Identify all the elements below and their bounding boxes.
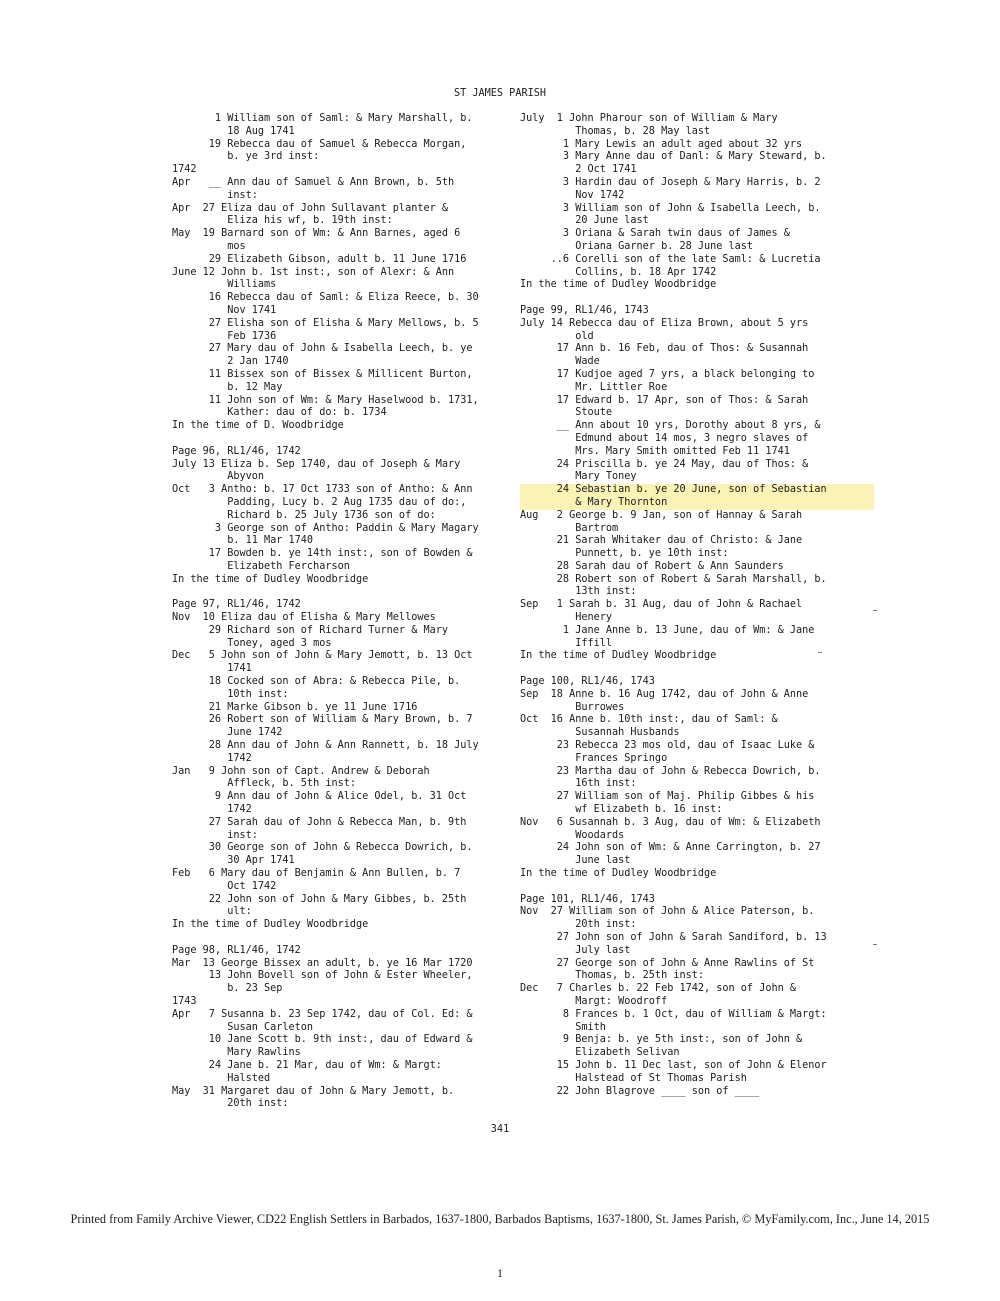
record-line: 2 Oct 1741 bbox=[520, 164, 637, 176]
record-line: Mar 13 George Bissex an adult, b. ye 16 Mar 1720 bbox=[172, 957, 473, 969]
record-line: Feb 1736 bbox=[172, 330, 277, 342]
record-line: b. 11 Mar 1740 bbox=[172, 535, 314, 547]
record-line: 3 Hardin dau of Joseph & Mary Harris, b. 2 bbox=[520, 176, 821, 188]
record-line: 16 Rebecca dau of Saml: & Eliza Reece, b. 30 bbox=[172, 292, 479, 304]
record-line: Sep 18 Anne b. 16 Aug 1742, dau of John & Anne bbox=[520, 688, 809, 700]
record-line bbox=[520, 663, 874, 676]
record-line: Page 96, RL1/46, 1742 bbox=[172, 445, 301, 457]
record-line: ..6 Corelli son of the late Saml: & Lucretia bbox=[520, 253, 821, 265]
record-line: 1742 bbox=[172, 752, 252, 764]
record-line: 3 Mary Anne dau of Danl: & Mary Steward, b. bbox=[520, 151, 827, 163]
record-line: 27 Mary dau of John & Isabella Leech, b. ye bbox=[172, 343, 473, 355]
record-line: Susannah Husbands bbox=[520, 727, 680, 739]
record-line bbox=[172, 586, 479, 599]
record-line: 28 Ann dau of John & Ann Rannett, b. 18 July bbox=[172, 740, 479, 752]
record-line: Halstead of St Thomas Parish bbox=[520, 1072, 747, 1084]
record-line: Halsted bbox=[172, 1072, 271, 1084]
record-line: 27 William son of Maj. Philip Gibbes & his bbox=[520, 791, 815, 803]
record-line bbox=[520, 292, 874, 305]
record-line: 29 Richard son of Richard Turner & Mary bbox=[172, 624, 449, 636]
record-line: 27 George son of John & Anne Rawlins of St bbox=[520, 957, 815, 969]
record-line: Burrowes bbox=[520, 701, 625, 713]
record-line: Elizabeth Selivan bbox=[520, 1047, 680, 1059]
record-line: Apr 7 Susanna b. 23 Sep 1742, dau of Col. Ed: & bbox=[172, 1008, 473, 1020]
record-line: Apr __ Ann dau of Samuel & Ann Brown, b. 5th bbox=[172, 176, 455, 188]
record-line: Iffill bbox=[520, 637, 613, 649]
record-line: inst: bbox=[172, 189, 258, 201]
record-line: In the time of Dudley Woodbridge bbox=[520, 650, 717, 662]
record-line: Toney, aged 3 mos bbox=[172, 637, 332, 649]
record-line: In the time of D. Woodbridge bbox=[172, 420, 344, 432]
record-line: & Mary Thornton bbox=[520, 497, 874, 510]
record-line: 17 Edward b. 17 Apr, son of Thos: & Sarah bbox=[520, 394, 809, 406]
record-line: Page 101, RL1/46, 1743 bbox=[520, 893, 655, 905]
record-line: 29 Elizabeth Gibson, adult b. 11 June 1716 bbox=[172, 253, 467, 265]
record-line: 11 Bissex son of Bissex & Millicent Burton, bbox=[172, 368, 473, 380]
record-line: Jan 9 John son of Capt. Andrew & Deborah bbox=[172, 765, 430, 777]
record-line: Mary Toney bbox=[520, 471, 637, 483]
record-line: 27 Sarah dau of John & Rebecca Man, b. 9th bbox=[172, 816, 467, 828]
record-line: Oriana Garner b. 28 June last bbox=[520, 240, 754, 252]
record-line: In the time of Dudley Woodbridge bbox=[520, 279, 717, 291]
record-line: Susan Carleton bbox=[172, 1021, 314, 1033]
record-line: 28 Sarah dau of Robert & Ann Saunders bbox=[520, 560, 784, 572]
left-column bbox=[172, 113, 479, 1111]
record-line: wf Elizabeth b. 16 inst: bbox=[520, 804, 723, 816]
record-line: Page 100, RL1/46, 1743 bbox=[520, 676, 655, 688]
record-line: Aug 2 George b. 9 Jan, son of Hannay & Sarah bbox=[520, 509, 803, 521]
record-line: 3 Oriana & Sarah twin daus of James & bbox=[520, 228, 790, 240]
record-line: 27 John son of John & Sarah Sandiford, b. 13 bbox=[520, 932, 827, 943]
record-line: 20th inst: bbox=[520, 919, 637, 931]
sheet-number: 1 bbox=[497, 1266, 503, 1280]
record-line: July 14 Rebecca dau of Eliza Brown, about 5 yrs bbox=[520, 317, 809, 329]
record-line: 3 George son of Antho: Paddin & Mary Magary bbox=[172, 522, 479, 534]
record-line: Smith bbox=[520, 1021, 606, 1033]
record-line: Abyvon bbox=[172, 471, 265, 483]
record-line: Nov 6 Susannah b. 3 Aug, dau of Wm: & Elizabeth bbox=[520, 816, 821, 828]
record-line: 1741 bbox=[172, 663, 252, 675]
record-line: old bbox=[520, 330, 594, 342]
record-line: 20 June last bbox=[520, 215, 649, 227]
record-line: Page 99, RL1/46, 1743 bbox=[520, 304, 649, 316]
record-line: Williams bbox=[172, 279, 277, 291]
record-line: Bartrom bbox=[520, 522, 619, 534]
record-line: Mary Rawlins bbox=[172, 1047, 301, 1059]
record-line: July 1 John Pharour son of William & Mary bbox=[520, 113, 778, 124]
record-line: Thomas, b. 28 May last bbox=[520, 125, 711, 137]
record-line: July last bbox=[520, 944, 631, 956]
record-line: 3 William son of John & Isabella Leech, b. bbox=[520, 202, 821, 214]
record-line: mos bbox=[172, 240, 246, 252]
record-line: Woodards bbox=[520, 829, 625, 841]
record-line: Oct 1742 bbox=[172, 880, 277, 892]
record-line: Wade bbox=[520, 356, 600, 368]
record-line: 10 Jane Scott b. 9th inst:, dau of Edward & bbox=[172, 1034, 473, 1046]
record-line: Nov 10 Eliza dau of Elisha & Mary Mellowes bbox=[172, 612, 436, 624]
record-line: Henery bbox=[520, 612, 613, 624]
record-line: 17 Ann b. 16 Feb, dau of Thos: & Susannah bbox=[520, 343, 809, 355]
record-line: Mr. Littler Roe bbox=[520, 381, 668, 393]
record-line: 1743 bbox=[172, 995, 197, 1007]
record-line: 1742 bbox=[172, 804, 252, 816]
record-line: Nov 27 William son of John & Alice Paterson, b. bbox=[520, 906, 815, 918]
record-line: 10th inst: bbox=[172, 688, 289, 700]
record-line: Edmund about 14 mos, 3 negro slaves of bbox=[520, 432, 809, 444]
record-line: 13 John Bovell son of John & Ester Wheeler, bbox=[172, 970, 473, 982]
record-line: Page 97, RL1/46, 1742 bbox=[172, 599, 301, 611]
record-line: In the time of Dudley Woodbridge bbox=[172, 573, 369, 585]
record-line: May 19 Barnard son of Wm: & Ann Barnes, aged 6 bbox=[172, 228, 461, 240]
scan-mark bbox=[873, 944, 877, 945]
record-line: 16th inst: bbox=[520, 778, 637, 790]
record-line: 28 Robert son of Robert & Sarah Marshall, b. bbox=[520, 573, 827, 585]
record-line: Oct 16 Anne b. 10th inst:, dau of Saml: & bbox=[520, 714, 778, 726]
record-line: 30 Apr 1741 bbox=[172, 855, 295, 867]
record-line: b. 12 May bbox=[172, 381, 283, 393]
record-line: Thomas, b. 25th inst: bbox=[520, 970, 705, 982]
record-line: Frances Springo bbox=[520, 752, 668, 764]
record-line: Elizabeth Fercharson bbox=[172, 560, 350, 572]
print-footer: Printed from Family Archive Viewer, CD22 English Settlers in Barbados, 1637-1800, Barbados Baptisms, 1637-1800, St. James Parish, © MyFamily.com, Inc., June 14, 2015 bbox=[70, 1212, 930, 1226]
record-line: In the time of Dudley Woodbridge bbox=[172, 919, 369, 931]
record-line: 1 Jane Anne b. 13 June, dau of Wm: & Jane bbox=[520, 624, 815, 636]
record-line: 18 Cocked son of Abra: & Rebecca Pile, b. bbox=[172, 676, 461, 688]
record-line: ult: bbox=[172, 906, 252, 918]
record-line: Richard b. 25 July 1736 son of do: bbox=[172, 509, 436, 521]
record-line: 23 Martha dau of John & Rebecca Dowrich, b. bbox=[520, 765, 821, 777]
record-line: June 1742 bbox=[172, 727, 283, 739]
right-column bbox=[520, 113, 874, 1098]
record-line: 21 Marke Gibson b. ye 11 June 1716 bbox=[172, 701, 418, 713]
record-line: 17 Kudjoe aged 7 yrs, a black belonging to bbox=[520, 368, 815, 380]
record-line: July 13 Eliza b. Sep 1740, dau of Joseph & Mary bbox=[172, 458, 461, 470]
record-line: Stoute bbox=[520, 407, 613, 419]
scan-mark bbox=[873, 610, 877, 611]
record-line: b. ye 3rd inst: bbox=[172, 151, 320, 163]
record-line: 21 Sarah Whitaker dau of Christo: & Jane bbox=[520, 535, 803, 547]
record-line: 13th inst: bbox=[520, 586, 637, 598]
record-line: 27 Elisha son of Elisha & Mary Mellows, b. 5 bbox=[172, 317, 479, 329]
record-line: Nov 1741 bbox=[172, 304, 277, 316]
record-line: 30 George son of John & Rebecca Dowrich, b. bbox=[172, 842, 473, 854]
record-line: 2 Jan 1740 bbox=[172, 356, 289, 368]
record-line: 9 Benja: b. ye 5th inst:, son of John & bbox=[520, 1034, 803, 1046]
record-line: Margt: Woodroff bbox=[520, 995, 668, 1007]
record-line: Affleck, b. 5th inst: bbox=[172, 778, 357, 790]
record-line: 23 Rebecca 23 mos old, dau of Isaac Luke & bbox=[520, 740, 815, 752]
record-line: Nov 1742 bbox=[520, 189, 625, 201]
record-line: 1 Mary Lewis an adult aged about 32 yrs bbox=[520, 138, 803, 150]
record-line: 24 Jane b. 21 Mar, dau of Wm: & Margt: bbox=[172, 1059, 442, 1071]
record-line: Sep 1 Sarah b. 31 Aug, dau of John & Rachael bbox=[520, 599, 803, 611]
record-line: Apr 27 Eliza dau of John Sullavant planter & bbox=[172, 202, 449, 214]
record-line: Oct 3 Antho: b. 17 Oct 1733 son of Antho: & Ann bbox=[172, 484, 473, 496]
record-line: 19 Rebecca dau of Samuel & Rebecca Morgan, bbox=[172, 138, 467, 150]
record-line: 1742 bbox=[172, 164, 197, 176]
record-line: Feb 6 Mary dau of Benjamin & Ann Bullen, b. 7 bbox=[172, 868, 461, 880]
record-line: __ Ann about 10 yrs, Dorothy about 8 yrs, & bbox=[520, 420, 821, 432]
record-line: Eliza his wf, b. 19th inst: bbox=[172, 215, 393, 227]
record-line: Kather: dau of do: b. 1734 bbox=[172, 407, 387, 419]
record-line: 20th inst: bbox=[172, 1098, 289, 1110]
record-line: May 31 Margaret dau of John & Mary Jemott, b. bbox=[172, 1085, 455, 1097]
record-line: 22 John Blagrove ____ son of ____ bbox=[520, 1085, 760, 1097]
record-line: Padding, Lucy b. 2 Aug 1735 dau of do:, bbox=[172, 496, 467, 508]
record-line: 18 Aug 1741 bbox=[172, 125, 295, 137]
record-line: Dec 5 John son of John & Mary Jemott, b. 13 Oct bbox=[172, 650, 473, 662]
record-line: Collins, b. 18 Apr 1742 bbox=[520, 266, 717, 278]
record-line: June last bbox=[520, 855, 631, 867]
record-line bbox=[520, 881, 874, 894]
record-line: Page 98, RL1/46, 1742 bbox=[172, 944, 301, 956]
record-line: Punnett, b. ye 10th inst: bbox=[520, 548, 729, 560]
record-line: In the time of Dudley Woodbridge bbox=[520, 868, 717, 880]
record-line: inst: bbox=[172, 829, 258, 841]
record-line: 9 Ann dau of John & Alice Odel, b. 31 Oct bbox=[172, 791, 467, 803]
page-number: 341 bbox=[490, 1124, 510, 1135]
scan-mark bbox=[818, 652, 822, 653]
page-title: ST JAMES PARISH bbox=[453, 88, 546, 99]
record-line: June 12 John b. 1st inst:, son of Alexr: & Ann bbox=[172, 266, 455, 278]
record-line bbox=[172, 433, 479, 446]
record-line: 24 Sebastian b. ye 20 June, son of Sebastian bbox=[520, 484, 874, 497]
record-line: 15 John b. 11 Dec last, son of John & Elenor bbox=[520, 1059, 827, 1071]
record-line: 11 John son of Wm: & Mary Haselwood b. 1731, bbox=[172, 394, 479, 406]
record-line: b. 23 Sep bbox=[172, 983, 283, 995]
record-line: 17 Bowden b. ye 14th inst:, son of Bowden & bbox=[172, 548, 473, 560]
record-line: 24 John son of Wm: & Anne Carrington, b. 27 bbox=[520, 842, 821, 854]
record-line: 22 John son of John & Mary Gibbes, b. 25th bbox=[172, 893, 467, 905]
record-line: 1 William son of Saml: & Mary Marshall, b. bbox=[172, 113, 473, 124]
record-line bbox=[172, 932, 479, 945]
record-line: 24 Priscilla b. ye 24 May, dau of Thos: & bbox=[520, 458, 809, 470]
record-line: Dec 7 Charles b. 22 Feb 1742, son of John & bbox=[520, 983, 797, 995]
record-line: Mrs. Mary Smith omitted Feb 11 1741 bbox=[520, 445, 790, 457]
record-line: 8 Frances b. 1 Oct, dau of William & Margt: bbox=[520, 1008, 827, 1020]
record-line: 26 Robert son of William & Mary Brown, b. 7 bbox=[172, 714, 473, 726]
